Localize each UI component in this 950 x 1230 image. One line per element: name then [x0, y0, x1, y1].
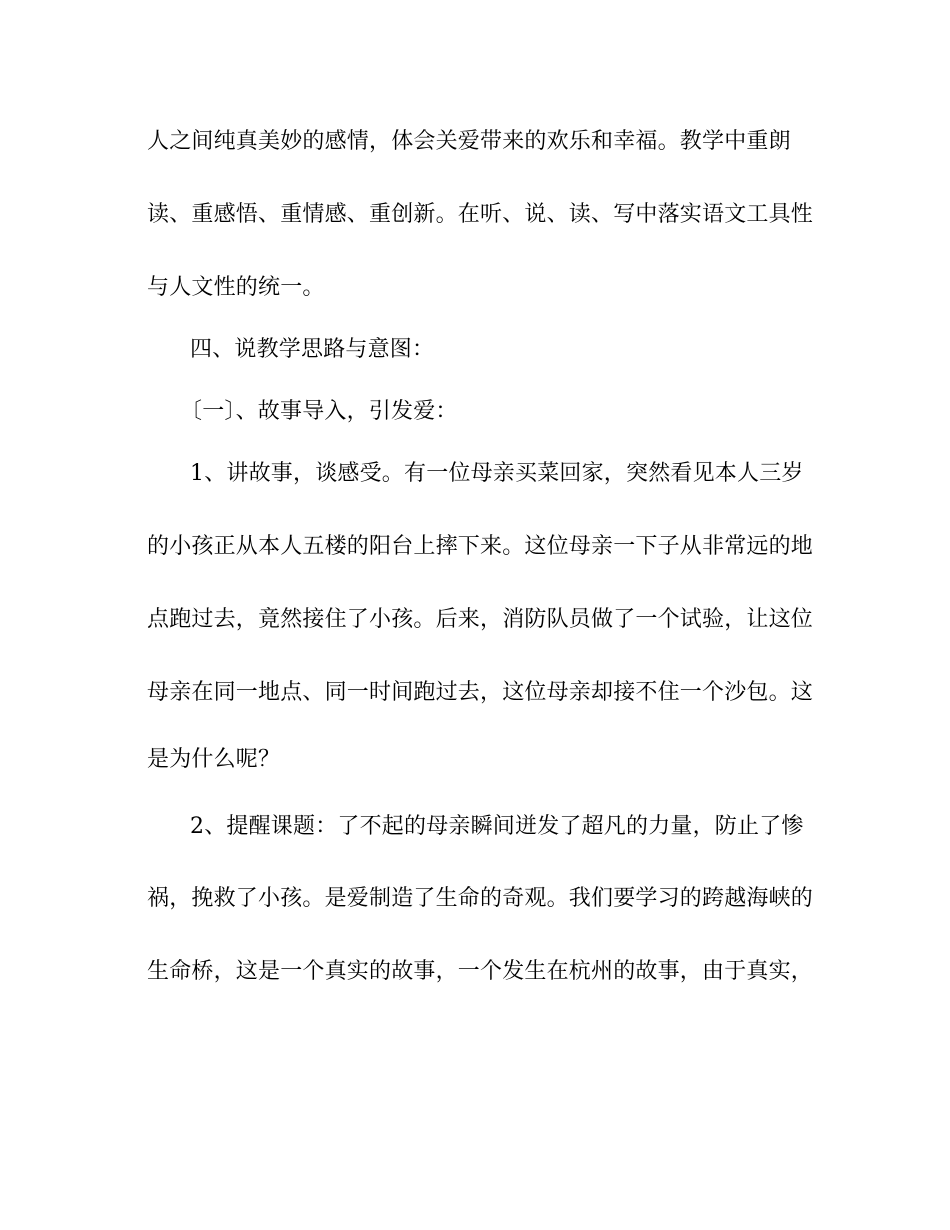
text-line-7: 的小孩正从本人五楼的阳台上摔下来。这位母亲一下子从非常远的地: [147, 534, 814, 559]
text-line-3: 与人文性的统一。: [147, 275, 325, 300]
text-line-6: 1、讲故事，谈感受。有一位母亲买菜回家，突然看见本人三岁: [190, 461, 804, 486]
text-line-12: 祸，挽救了小孩。是爱制造了生命的奇观。我们要学习的跨越海峡的: [147, 886, 814, 911]
text-line-1: 人之间纯真美妙的感情，体会关爱带来的欢乐和幸福。教学中重朗: [147, 129, 791, 154]
subsection-heading: 〔一〕、故事导入，引发爱：: [180, 399, 458, 424]
text-line-8: 点跑过去，竟然接住了小孩。后来，消防队员做了一个试验，让这位: [147, 607, 814, 632]
text-line-13: 生命桥，这是一个真实的故事，一个发生在杭州的故事，由于真实，: [147, 959, 814, 984]
text-line-11: 2、提醒课题：了不起的母亲瞬间迸发了超凡的力量，防止了惨: [190, 814, 804, 839]
text-line-10: 是为什么呢？: [147, 747, 281, 772]
text-line-2: 读、重感悟、重情感、重创新。在听、说、读、写中落实语文工具性: [147, 202, 814, 227]
section-heading: 四、说教学思路与意图：: [190, 337, 435, 362]
text-line-9: 母亲在同一地点、同一时间跑过去，这位母亲却接不住一个沙包。这: [147, 680, 814, 705]
